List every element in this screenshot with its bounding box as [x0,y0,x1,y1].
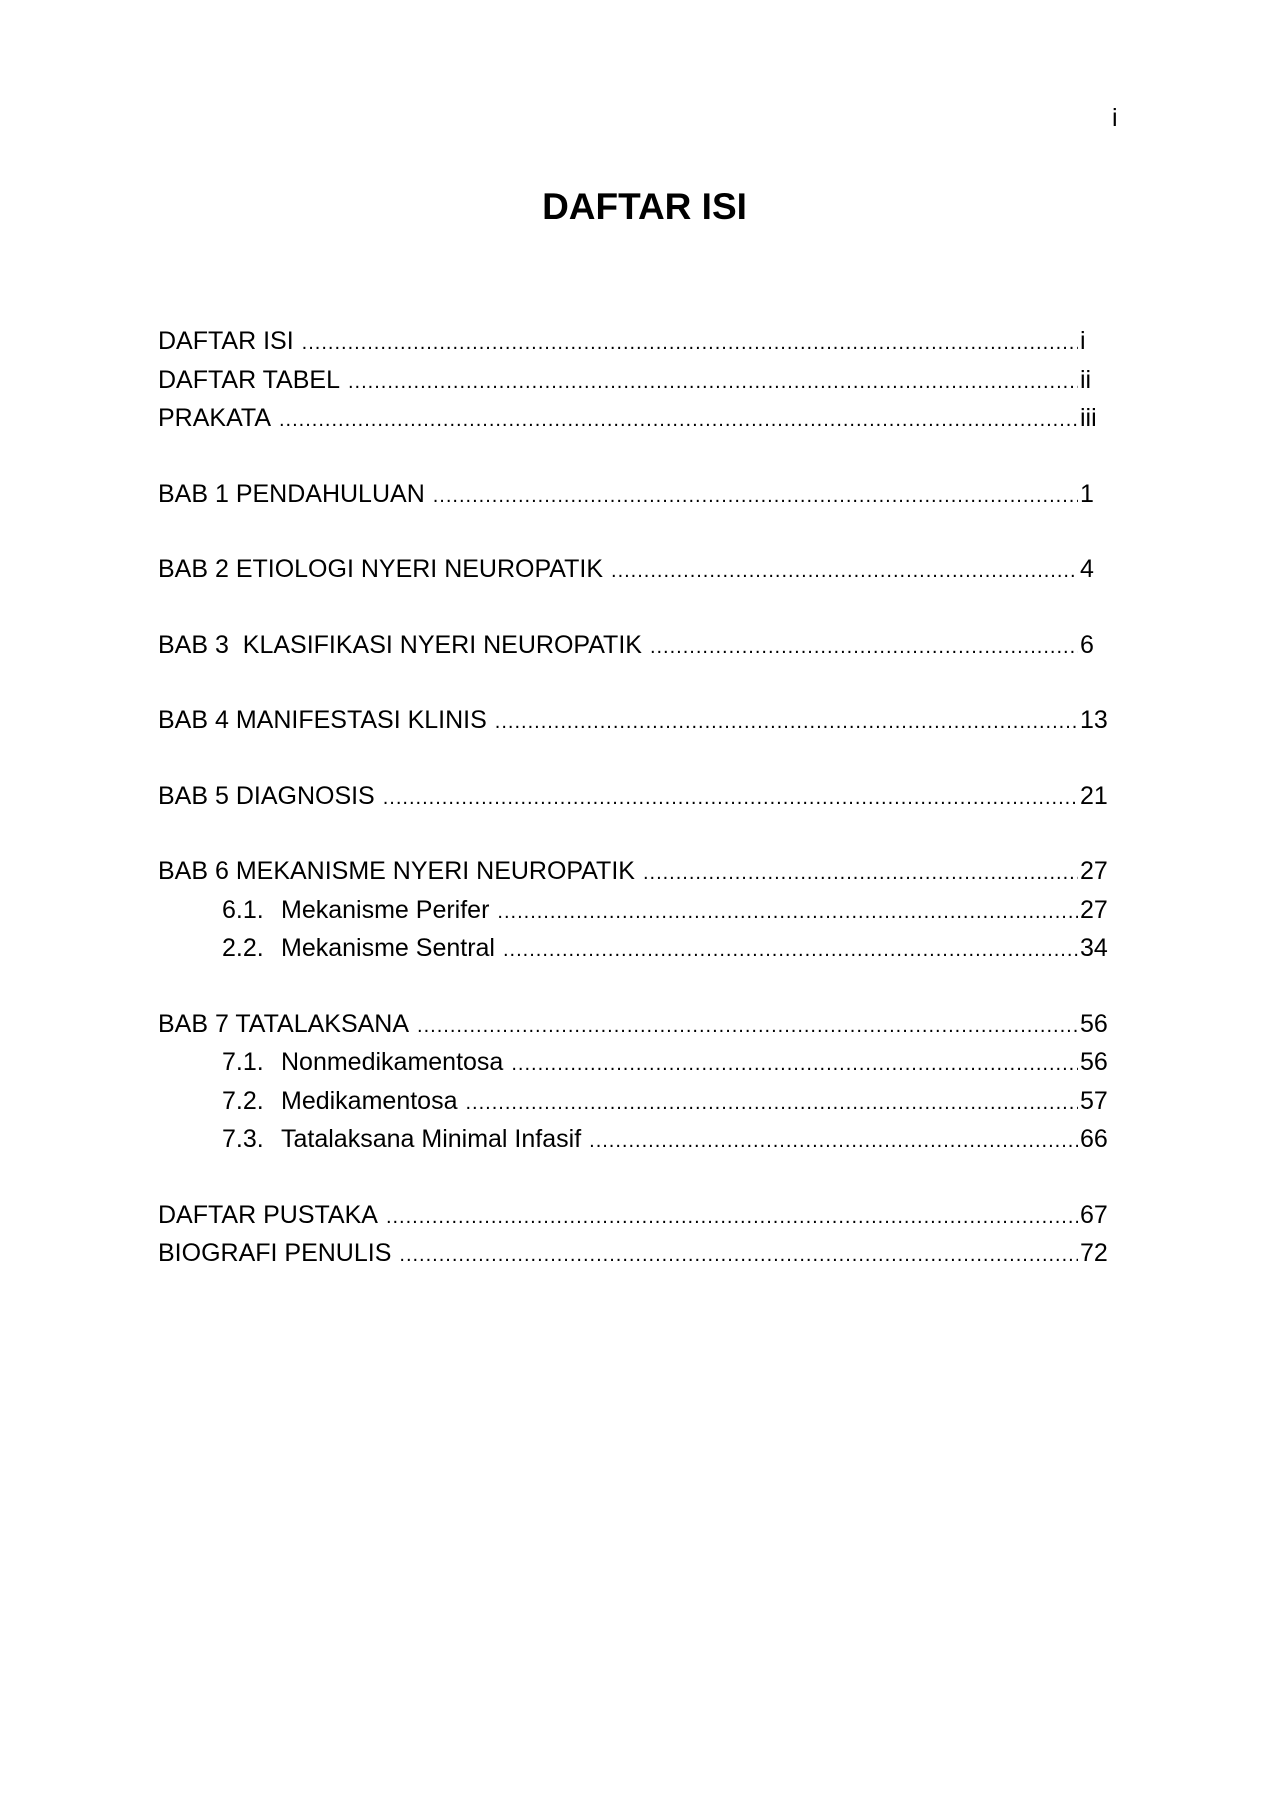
toc-group [158,1005,1110,1159]
dot-leader [465,1084,1078,1121]
toc-page-number: 21 [1080,781,1108,810]
toc-page-number: 1 [1080,479,1094,508]
toc-entry-label: BIOGRAFI PENULIS [158,1239,392,1267]
toc-entry-label: BAB 2 ETIOLOGI NYERI NEUROPATIK [158,555,604,583]
dot-leader [386,1198,1078,1235]
toc-subentry-title [222,1120,581,1159]
toc-entry [158,1005,1110,1044]
dot-leader [589,1122,1078,1159]
toc-page-number: 34 [1080,934,1108,962]
toc-entry [158,1234,1110,1273]
toc-page-number: 13 [1080,706,1108,734]
toc-entry-label: BAB 6 MEKANISME NYERI NEUROPATIK [158,857,635,885]
toc-page-number: 66 [1080,1125,1108,1153]
toc-subentry-number: 2.2. [222,934,264,962]
toc-entry-label: BAB 4 MANIFESTASI KLINIS [158,706,487,734]
page-number: i [1112,104,1118,132]
toc-subentry [158,1043,1110,1082]
toc-entry [158,1196,1110,1235]
dot-leader [279,401,1078,438]
toc-subentry-label: Medikamentosa [281,1086,458,1115]
toc-page-number: iii [1080,404,1097,432]
toc-entry-label: DAFTAR ISI [158,327,294,355]
toc-entry [158,852,1110,891]
toc-entry [158,361,1110,400]
dot-leader [348,363,1078,400]
toc-entry-label: BAB 5 DIAGNOSIS [158,781,375,810]
dot-leader [302,324,1078,361]
toc-subentry-number: 6.1. [222,895,264,924]
toc-group [158,626,1110,665]
toc-subentry-number: 7.1. [222,1048,264,1076]
toc-subentry-title [222,929,495,968]
dot-leader [650,628,1078,665]
toc-subentry [158,1120,1110,1159]
toc-page-number: 57 [1080,1086,1108,1115]
toc-subentry-number: 7.3. [222,1125,264,1153]
toc-group [158,852,1110,968]
toc-entry [158,626,1110,665]
toc-subentry-label: Mekanisme Sentral [281,934,495,962]
table-of-contents [158,322,1110,1310]
toc-subentry-title [222,1043,503,1082]
dot-leader [497,893,1078,930]
toc-subentry-number: 7.2. [222,1086,264,1115]
toc-page-number: 56 [1080,1009,1108,1038]
dot-leader [611,552,1078,589]
toc-entry-label: BAB 7 TATALAKSANA [158,1009,410,1038]
toc-entry-label: BAB 3 KLASIFIKASI NYERI NEUROPATIK [158,630,642,659]
toc-group [158,777,1110,816]
toc-page-number: i [1080,327,1086,355]
toc-subentry-title [222,1082,457,1121]
toc-page-number: 72 [1080,1239,1108,1267]
toc-entry [158,777,1110,816]
page-title: DAFTAR ISI [542,186,747,227]
toc-page-number: 4 [1080,555,1094,583]
toc-subentry-label: Nonmedikamentosa [281,1048,504,1076]
toc-entry [158,399,1110,438]
toc-subentry [158,891,1110,930]
toc-entry [158,550,1110,589]
dot-leader [433,477,1078,514]
toc-page-number: 67 [1080,1200,1108,1229]
toc-subentry-label: Tatalaksana Minimal Infasif [281,1125,582,1153]
toc-subentry-title [222,891,489,930]
toc-entry-label: BAB 1 PENDAHULUAN [158,479,425,508]
toc-entry-label: PRAKATA [158,404,271,432]
toc-entry-label: DAFTAR PUSTAKA [158,1200,378,1229]
toc-subentry [158,1082,1110,1121]
toc-page-number: ii [1080,365,1092,394]
toc-page-number: 27 [1080,895,1108,924]
dot-leader [511,1045,1078,1082]
toc-entry [158,701,1110,740]
dot-leader [503,931,1078,968]
toc-subentry [158,929,1110,968]
dot-leader [399,1236,1078,1273]
dot-leader [643,854,1078,891]
toc-group [158,1196,1110,1273]
dot-leader [417,1007,1078,1044]
toc-page-number: 6 [1080,630,1094,659]
toc-entry-label: DAFTAR TABEL [158,365,340,394]
toc-page-number: 56 [1080,1048,1108,1076]
toc-subentry-label: Mekanisme Perifer [281,895,490,924]
dot-leader [495,703,1078,740]
toc-entry [158,322,1110,361]
toc-group [158,322,1110,438]
toc-group [158,475,1110,514]
toc-group [158,701,1110,740]
toc-group [158,550,1110,589]
toc-entry [158,475,1110,514]
toc-page-number: 27 [1080,857,1108,885]
dot-leader [383,779,1078,816]
